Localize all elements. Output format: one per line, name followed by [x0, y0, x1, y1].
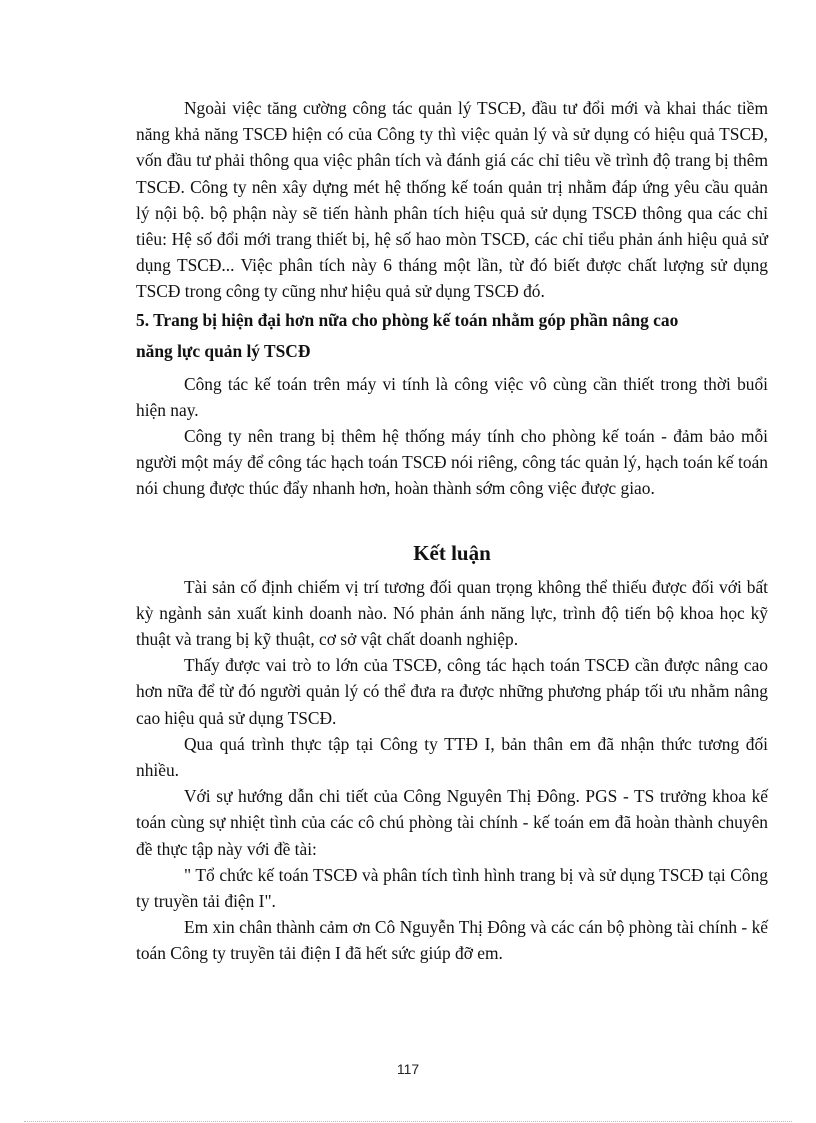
section-5-paragraph-1: Công tác kế toán trên máy vi tính là công việc vô cùng cần thiết trong thời buổi hiện nay. [136, 373, 768, 420]
conclusion-paragraph-6: Em xin chân thành cảm ơn Cô Nguyễn Thị Đông và các cán bộ phòng tài chính - kế toán Công ty truyền tải điện I đã hết sức giúp đỡ em. [136, 917, 768, 964]
section-5-heading-line-1: 5. Trang bị hiện đại hơn nữa cho phòng kế toán nhằm góp phần nâng cao [136, 309, 679, 330]
conclusion-title: Kết luận [413, 540, 491, 565]
conclusion-paragraph-5: " Tổ chức kế toán TSCĐ và phân tích tình hình trang bị và sử dụng TSCĐ tại Công ty truyền tải điện I". [136, 864, 768, 912]
conclusion-paragraph-1: Tài sản cố định chiếm vị trí tương đối quan trọng không thể thiếu được đối với bất kỳ ngành sản xuất kinh doanh nào. Nó phản ánh năng lực, trình độ tiến bộ khoa học kỹ thuật và trang bị kỹ thuật, cơ sở vật chất doanh nghiệp. [136, 576, 768, 650]
conclusion-paragraph-4: Với sự hướng dẫn chi tiết của Công Nguyên Thị Đông. PGS - TS trưởng khoa kế toán cùng sự nhiệt tình của các cô chú phòng tài chính - kế toán em đã hoàn thành chuyên đề thực tập này với đề tài: [136, 786, 768, 859]
conclusion-paragraph-2: Thấy được vai trò to lớn của TSCĐ, công tác hạch toán TSCĐ cần được nâng cao hơn nữa để từ đó người quản lý có thể đưa ra được những phương pháp tối ưu nhằm nâng cao hiệu quả sử dụng TSCĐ. [136, 655, 768, 728]
page-bottom-divider [24, 1121, 792, 1122]
section-5-heading-line-2: năng lực quản lý TSCĐ [136, 340, 311, 361]
section-5-paragraph-2: Công ty nên trang bị thêm hệ thống máy tính cho phòng kế toán - đảm bảo mỗi người một máy để công tác hạch toán TSCĐ nói riêng, công tác quản lý, hạch toán kế toán nói chung được thúc đẩy nhanh hơn, hoàn thành sớm công việc được giao. [136, 426, 768, 499]
intro-paragraph: Ngoài việc tăng cường công tác quản lý TSCĐ, đầu tư đổi mới và khai thác tiềm năng khả năng TSCĐ hiện có của Công ty thì việc quản lý và sử dụng có hiệu quả TSCĐ, vốn đầu tư phải thông qua việc phân tích và đánh giá các chỉ tiêu về trình độ trang bị thêm TSCĐ. Công ty nên xây dựng mét hệ thống kế toán quản trị nhằm đáp ứng yêu cầu quản lý nội bộ. bộ phận này sẽ tiến hành phân tích hiệu quả sử dụng TSCĐ thông qua các chỉ tiêu: Hệ số đổi mới trang thiết bị, hệ số hao mòn TSCĐ, các chỉ tiểu phản ánh hiệu quả sử dụng TSCĐ... Việc phân tích này 6 tháng một lần, từ đó biết được chất lượng sử dụng TSCĐ trong công ty cũng như hiệu quả sử dụng TSCĐ đó. [136, 98, 768, 302]
conclusion-paragraph-3: Qua quá trình thực tập tại Công ty TTĐ I, bản thân em đã nhận thức tương đối nhiều. [136, 733, 768, 781]
page-number: 117 [396, 1061, 420, 1077]
page-content [136, 95, 768, 967]
